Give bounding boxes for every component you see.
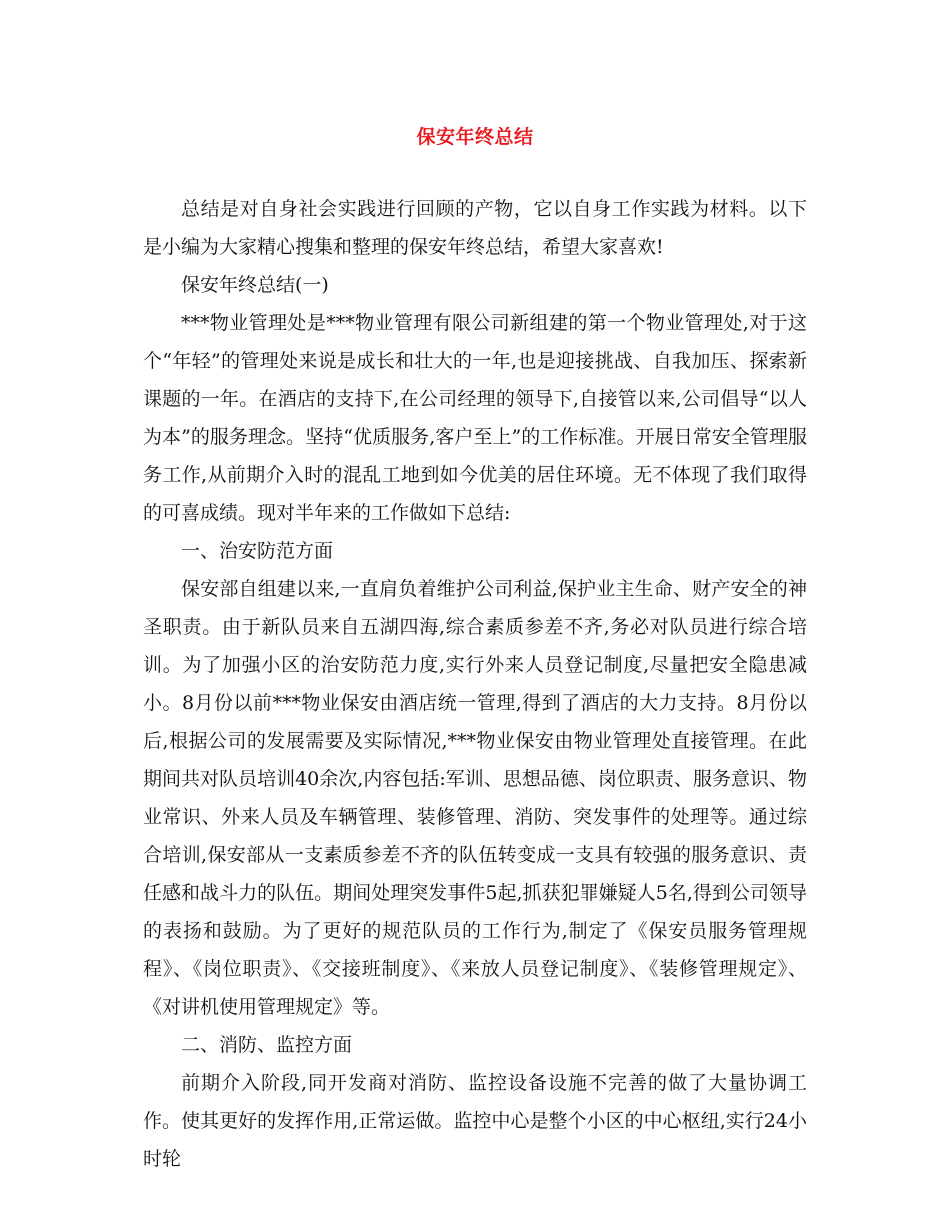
document-title: 保安年终总结 xyxy=(416,126,534,148)
paragraph-security: 保安部自组建以来,一直肩负着维护公司利益,保护业主生命、财产安全的神圣职责。由于新队员来自五湖四海,综合素质参差不齐,务必对队员进行综合培训。为了加强小区的治安防范力度,实行外来人员登记制度,尽量把安全隐患减小。8月份以前***物业保安由酒店统一管理,得到了酒店的大力支持。8月份以后,根据公司的发展需要及实际情况,***物业保安由物业管理处直接管理。在此期间共对队员培训40余次,内容包括:军训、思想品德、岗位职责、服务意识、物业常识、外来人员及车辆管理、装修管理、消防、突发事件的处理等。通过综合培训,保安部从一支素质参差不齐的队伍转变成一支具有较强的服务意识、责任感和战斗力的队伍。期间处理突发事件5起,抓获犯罪嫌疑人5名,得到公司领导的表扬和鼓励。为了更好的规范队员的工作行为,制定了《保安员服务管理规程》、《岗位职责》、《交接班制度》、《来放人员登记制度》、《装修管理规定》、《对讲机使用管理规定》等。 xyxy=(143,578,807,1018)
section-heading-security: 一、治安防范方面 xyxy=(181,540,334,562)
document-body xyxy=(143,190,807,1178)
section-heading-fire-monitoring: 二、消防、监控方面 xyxy=(181,1034,353,1056)
section-heading-summary-one: 保安年终总结(一) xyxy=(181,274,329,296)
paragraph-intro: 总结是对自身社会实践进行回顾的产物，它以自身工作实践为材料。以下是小编为大家精心搜集和整理的保安年终总结，希望大家喜欢! xyxy=(143,198,807,258)
paragraph-overview: ***物业管理处是***物业管理有限公司新组建的第一个物业管理处,对于这个“年轻”的管理处来说是成长和壮大的一年,也是迎接挑战、自我加压、探索新课题的一年。在酒店的支持下,在公司经理的领导下,自接管以来,公司倡导“以人为本”的服务理念。坚持“优质服务,客户至上”的工作标准。开展日常安全管理服务工作,从前期介入时的混乱工地到如今优美的居住环境。无不体现了我们取得的可喜成绩。现对半年来的工作做如下总结: xyxy=(143,312,807,524)
paragraph-fire-monitoring: 前期介入阶段,同开发商对消防、监控设备设施不完善的做了大量协调工作。使其更好的发挥作用,正常运做。监控中心是整个小区的中心枢纽,实行24小时轮 xyxy=(143,1072,807,1170)
